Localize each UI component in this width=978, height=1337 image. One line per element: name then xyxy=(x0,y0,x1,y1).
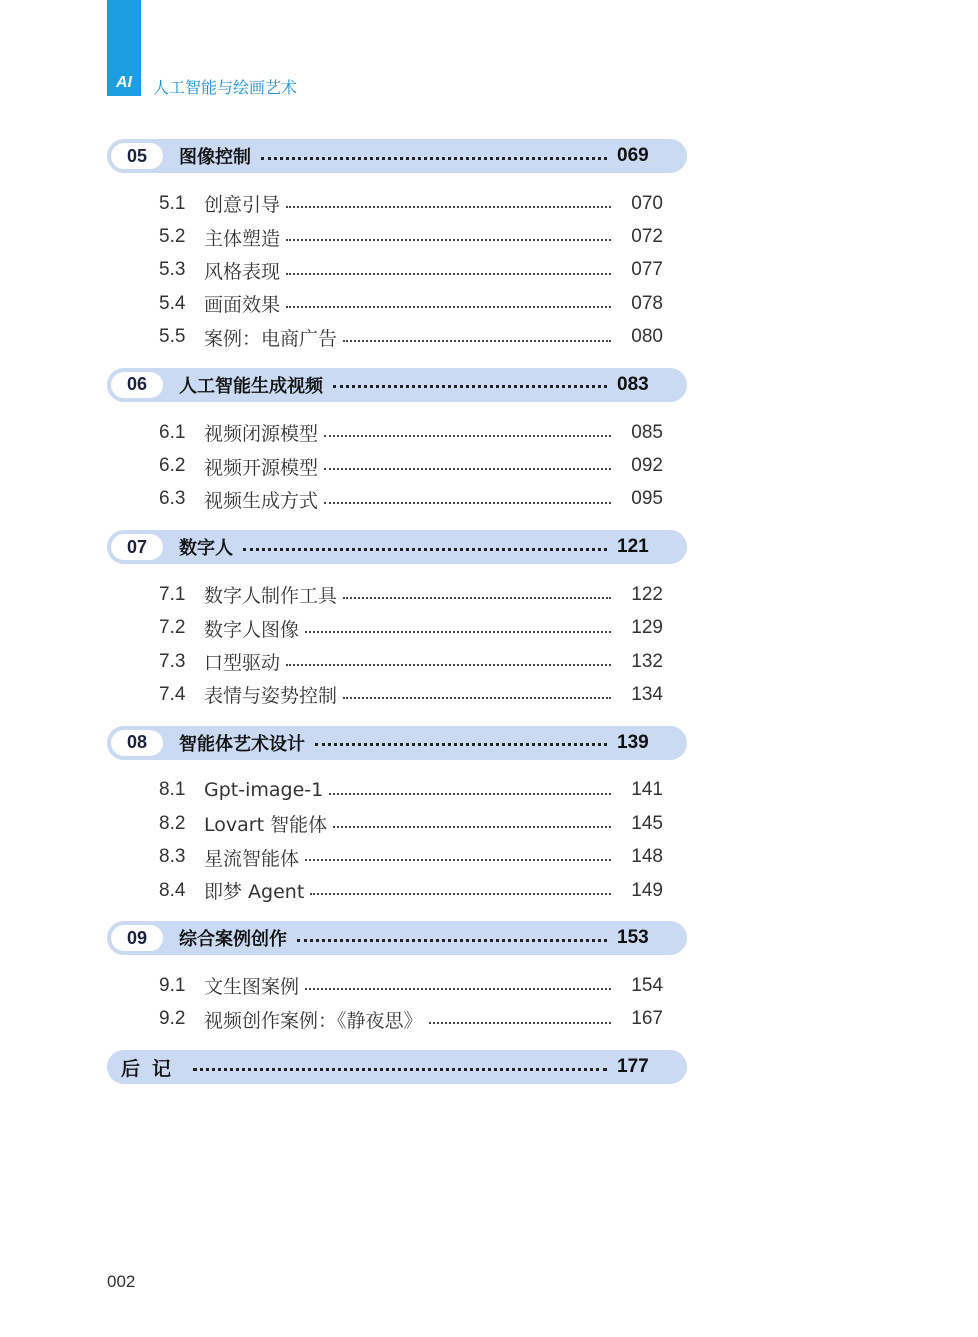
section-row[interactable] xyxy=(107,969,687,1002)
chapter-page: 153 xyxy=(617,927,649,949)
section-row[interactable] xyxy=(107,1003,687,1036)
section-title: 文生图案例 xyxy=(204,976,300,999)
section-row[interactable] xyxy=(107,612,687,645)
chapter-number-badge: 05 xyxy=(111,143,163,169)
chapter-row[interactable] xyxy=(107,921,687,955)
section-page: 078 xyxy=(631,292,663,314)
section-title: 视频开源模型 xyxy=(204,456,319,479)
section-row[interactable] xyxy=(107,187,687,220)
chapter-title: 人工智能生成视频 xyxy=(179,375,323,397)
dot-leader xyxy=(343,697,611,699)
section-row[interactable] xyxy=(107,449,687,482)
section-title: 画面效果 xyxy=(204,294,281,317)
section-title: 案例：电商广告 xyxy=(204,327,338,350)
table-of-contents xyxy=(107,139,687,1098)
section-number: 9.2 xyxy=(159,1008,186,1030)
section-number: 7.1 xyxy=(159,583,186,605)
section-title: 数字人制作工具 xyxy=(204,585,338,608)
chapter-title: 图像控制 xyxy=(179,147,251,168)
chapter-number-badge: 06 xyxy=(111,372,163,398)
section-row[interactable] xyxy=(107,483,687,516)
section-number: 6.1 xyxy=(159,421,186,443)
dot-leader xyxy=(343,597,611,599)
book-title: 人工智能与绘画艺术 xyxy=(153,78,298,97)
chapter-number-badge: 07 xyxy=(111,534,163,560)
ai-logo-icon: AI xyxy=(107,70,141,96)
dot-leader xyxy=(297,939,607,942)
section-number: 6.2 xyxy=(159,455,186,477)
chapter-row[interactable] xyxy=(107,530,687,564)
section-title: 数字人图像 xyxy=(204,618,300,641)
dot-leader xyxy=(286,664,611,666)
section-row[interactable] xyxy=(107,678,687,711)
dot-leader xyxy=(333,385,607,388)
dot-leader xyxy=(193,1068,607,1071)
chapter-page: 083 xyxy=(617,373,649,395)
dot-leader xyxy=(286,239,611,241)
section-list xyxy=(107,969,687,1036)
dot-leader xyxy=(261,157,607,160)
chapter-number-badge: 09 xyxy=(111,925,163,951)
section-number: 8.2 xyxy=(159,812,186,834)
section-number: 8.4 xyxy=(159,879,186,901)
section-title: 视频闭源模型 xyxy=(204,423,319,446)
section-number: 5.1 xyxy=(159,192,186,214)
section-row[interactable] xyxy=(107,321,687,354)
chapter-page: 069 xyxy=(617,145,649,166)
section-title: 口型驱动 xyxy=(204,652,281,675)
dot-leader xyxy=(333,826,611,828)
section-title: 视频创作案例：《静夜思》 xyxy=(204,1009,423,1032)
section-row[interactable] xyxy=(107,774,687,807)
dot-leader xyxy=(324,468,611,470)
dot-leader xyxy=(310,893,611,895)
dot-leader xyxy=(324,435,611,437)
section-list xyxy=(107,416,687,516)
section-number: 5.3 xyxy=(159,259,186,281)
section-page: 092 xyxy=(631,455,663,477)
section-page: 080 xyxy=(631,326,663,348)
section-number: 5.5 xyxy=(159,326,186,348)
section-number: 7.4 xyxy=(159,683,186,705)
section-page: 145 xyxy=(631,812,663,834)
section-page: 149 xyxy=(631,879,663,901)
section-page: 148 xyxy=(631,846,663,868)
section-row[interactable] xyxy=(107,287,687,320)
section-list xyxy=(107,187,687,354)
section-number: 9.1 xyxy=(159,974,186,996)
chapter-title: 综合案例创作 xyxy=(179,929,287,951)
chapter-number-badge: 08 xyxy=(111,730,163,756)
chapter-title: 智能体艺术设计 xyxy=(179,733,305,755)
section-title: 即梦 Agent xyxy=(204,881,305,904)
chapter-page: 121 xyxy=(617,536,649,558)
section-row[interactable] xyxy=(107,645,687,678)
section-number: 6.3 xyxy=(159,488,186,510)
dot-leader xyxy=(343,340,611,342)
section-row[interactable] xyxy=(107,874,687,907)
section-row[interactable] xyxy=(107,840,687,873)
afterword-page: 177 xyxy=(617,1056,649,1078)
section-row[interactable] xyxy=(107,220,687,253)
section-page: 122 xyxy=(631,583,663,605)
dot-leader xyxy=(324,502,611,504)
section-list xyxy=(107,578,687,712)
chapter-title: 数字人 xyxy=(179,538,233,560)
section-row[interactable] xyxy=(107,416,687,449)
section-title: 风格表现 xyxy=(204,260,281,283)
section-number: 7.2 xyxy=(159,617,186,639)
section-page: 154 xyxy=(631,974,663,996)
section-page: 095 xyxy=(631,488,663,510)
afterword-title: 后记 xyxy=(121,1057,184,1080)
chapter-page: 139 xyxy=(617,731,649,753)
afterword-row[interactable] xyxy=(107,1050,687,1084)
dot-leader xyxy=(305,631,611,633)
section-number: 5.2 xyxy=(159,226,186,248)
section-page: 132 xyxy=(631,650,663,672)
dot-leader xyxy=(286,273,611,275)
section-title: Gpt-image-1 xyxy=(204,779,324,802)
dot-leader xyxy=(286,306,611,308)
section-title: 创意引导 xyxy=(204,194,281,217)
section-title: 星流智能体 xyxy=(204,847,300,870)
page-number: 002 xyxy=(107,1272,136,1291)
dot-leader xyxy=(329,793,611,795)
section-page: 134 xyxy=(631,683,663,705)
section-row[interactable] xyxy=(107,807,687,840)
section-number: 5.4 xyxy=(159,292,186,314)
section-page: 072 xyxy=(631,226,663,248)
dot-leader xyxy=(305,988,611,990)
section-row[interactable] xyxy=(107,578,687,611)
dot-leader xyxy=(315,743,607,746)
section-page: 077 xyxy=(631,259,663,281)
chapter-row[interactable] xyxy=(107,139,687,173)
dot-leader xyxy=(305,859,611,861)
dot-leader xyxy=(286,206,611,208)
dot-leader xyxy=(243,548,607,551)
section-number: 8.3 xyxy=(159,846,186,868)
section-list xyxy=(107,774,687,908)
chapter-row[interactable] xyxy=(107,726,687,760)
section-title: Lovart 智能体 xyxy=(204,814,328,837)
section-title: 主体塑造 xyxy=(204,227,281,250)
section-title: 视频生成方式 xyxy=(204,489,319,512)
section-number: 8.1 xyxy=(159,779,186,801)
section-page: 085 xyxy=(631,421,663,443)
section-row[interactable] xyxy=(107,254,687,287)
section-page: 129 xyxy=(631,617,663,639)
section-number: 7.3 xyxy=(159,650,186,672)
section-page: 167 xyxy=(631,1008,663,1030)
section-page: 070 xyxy=(631,192,663,214)
section-page: 141 xyxy=(631,779,663,801)
section-title: 表情与姿势控制 xyxy=(204,685,338,708)
chapter-row[interactable] xyxy=(107,368,687,402)
dot-leader xyxy=(429,1022,611,1024)
